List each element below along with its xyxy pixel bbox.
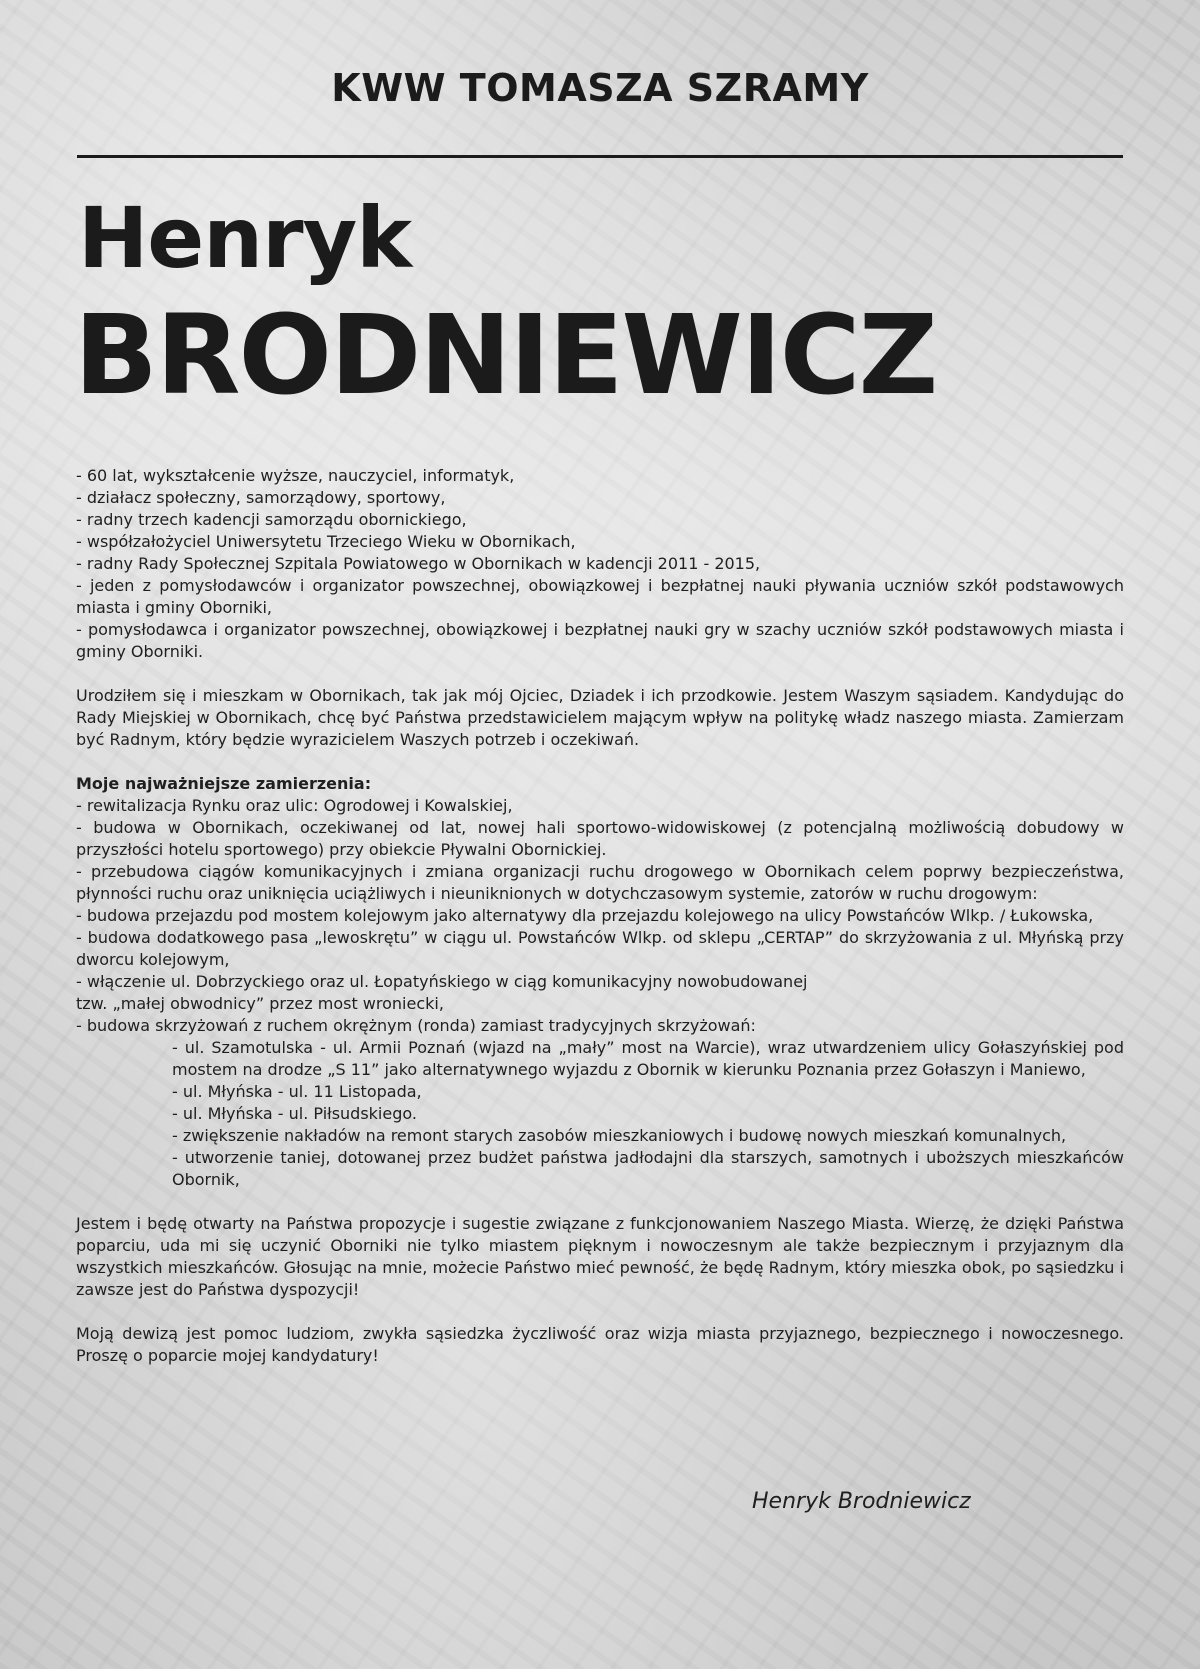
goal-sub-item: - ul. Szamotulska - ul. Armii Poznań (wjazd na „mały” most na Warcie), wraz utwardzeniem ulicy Gołaszyńskiej pod mostem na drodze „S 11” jako alternatywnego wyjazdu z Obornik w kierunku Poznania przez Gołaszyn i Maniewo, [172,1038,1124,1079]
motto-paragraph: Moją dewizą jest pomoc ludziom, zwykła sąsiedzka życzliwość oraz wizja miasta przyjaznego, bezpiecznego i nowoczesnego. Proszę o poparcie mojej kandydatury! [76,1324,1124,1365]
bio-item: - jeden z pomysłodawców i organizator powszechnej, obowiązkowej i bezpłatnej nauki pływania uczniów szkół podstawowych miasta i gminy Oborniki, [76,576,1124,617]
goal-item: - budowa w Obornikach, oczekiwanej od lat, nowej hali sportowo-widowiskowej (z potencjalną możliwością dobudowy w przyszłości hotelu sportowego) przy obiekcie Pływalni Obornickiej. [76,818,1124,859]
bio-item: - pomysłodawca i organizator powszechnej, obowiązkowej i bezpłatnej nauki gry w szachy uczniów szkół podstawowych miasta i gminy Oborniki. [76,620,1124,661]
bio-list [76,465,1124,663]
closing-paragraph: Jestem i będę otwarty na Państwa propozycje i sugestie związane z funkcjonowaniem Naszego Miasta. Wierzę, że dzięki Państwa poparciu, uda mi się uczynić Oborniki nie tylko miastem pięknym i nowoczesnym ale także bezpiecznym i przyjaznym dla wszystkich mieszkańców. Głosując na mnie, możecie Państwo mieć pewność, że będę Radnym, który mieszka obok, po sąsiedzku i zawsze jest do Państwa dyspozycji! [76,1214,1124,1299]
bio-item: - radny trzech kadencji samorządu obornickiego, [76,510,467,529]
goal-sub-item: - zwiększenie nakładów na remont starych zasobów mieszkaniowych i budowę nowych mieszkań komunalnych, [172,1126,1067,1145]
goal-item: - budowa skrzyżowań z ruchem okrężnym (ronda) zamiast tradycyjnych skrzyżowań: [76,1016,756,1035]
header-divider [77,155,1123,158]
bio-item: - działacz społeczny, samorządowy, sportowy, [76,488,446,507]
goal-sub-item: - ul. Młyńska - ul. 11 Listopada, [172,1082,422,1101]
signature: Henryk Brodniewicz [752,1489,971,1514]
goal-sub-item: - utworzenie taniej, dotowanej przez budżet państwa jadłodajni dla starszych, samotnych i uboższych mieszkańców Obornik, [172,1148,1124,1189]
bio-item: - współzałożyciel Uniwersytetu Trzeciego Wieku w Obornikach, [76,532,576,551]
goal-item: - przebudowa ciągów komunikacyjnych i zmiana organizacji ruchu drogowego w Obornikach celem poprwy bezpieczeństwa, płynności ruchu oraz uniknięcia uciążliwych i nieuniknionych w dotychczasowym systemie, zatorów w ruchu drogowym: [76,862,1124,903]
goals-sub-list [76,1037,1124,1191]
candidate-first-name: Henryk [78,189,412,287]
goal-item: - rewitalizacja Rynku oraz ulic: Ogrodowej i Kowalskiej, [76,796,513,815]
goal-item: tzw. „małej obwodnicy” przez most wroniecki, [76,994,444,1013]
intro-paragraph: Urodziłem się i mieszkam w Obornikach, tak jak mój Ojciec, Dziadek i ich przodkowie. Jestem Waszym sąsiadem. Kandydując do Rady Miejskiej w Obornikach, chcę być Państwa przedstawicielem mającym wpływ na politykę władz naszego miasta. Zamierzam być Radnym, który będzie wyrazicielem Waszych potrzeb i oczekiwań. [76,686,1124,749]
goal-item: - włączenie ul. Dobrzyckiego oraz ul. Łopatyńskiego w ciąg komunikacyjny nowobudowanej [76,972,808,991]
leaflet-body [76,465,1124,1367]
goal-item: - budowa dodatkowego pasa „lewoskrętu” w ciągu ul. Powstańców Wlkp. od sklepu „CERTAP” do skrzyżowania z ul. Młyńską przy dworcu kolejowym, [76,928,1124,969]
goal-sub-item: - ul. Młyńska - ul. Piłsudskiego. [172,1104,417,1123]
bio-item: - radny Rady Społecznej Szpitala Powiatowego w Obornikach w kadencji 2011 - 2015, [76,554,761,573]
goals-list [76,795,1124,1037]
goals-heading: Moje najważniejsze zamierzenia: [76,774,372,793]
candidate-last-name: BRODNIEWICZ [74,291,937,419]
goal-item: - budowa przejazdu pod mostem kolejowym jako alternatywy dla przejazdu kolejowego na ulicy Powstańców Wlkp. / Łukowska, [76,906,1094,925]
bio-item: - 60 lat, wykształcenie wyższe, nauczyciel, informatyk, [76,466,515,485]
committee-header: KWW TOMASZA SZRAMY [331,66,869,110]
